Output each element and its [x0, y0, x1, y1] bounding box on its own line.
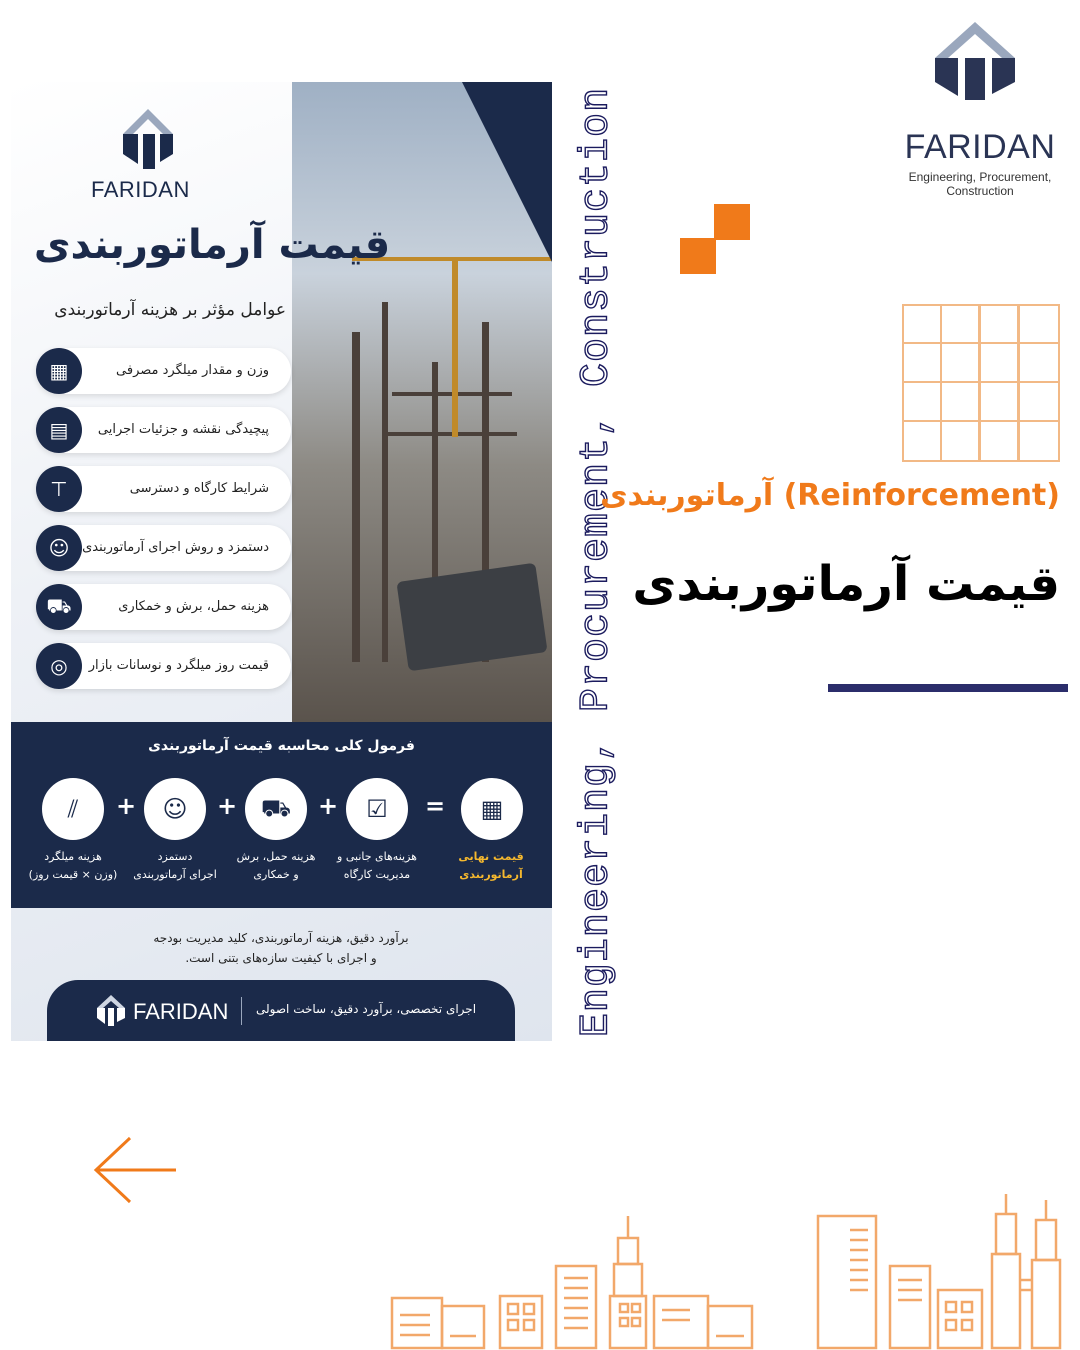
- brand-tagline: Engineering, Procurement, Construction: [908, 170, 1052, 198]
- formula-title: فرمول کلی محاسبه قیمت آرماتوربندی: [148, 738, 415, 754]
- factor-item: [36, 525, 291, 571]
- poster-image: [11, 82, 552, 1041]
- formula-result-label: قیمت نهایی آرماتوربندی: [458, 850, 524, 881]
- grid-icon: ▦: [36, 348, 82, 394]
- brand-name: FARIDAN: [904, 128, 1056, 166]
- arrow-left-icon[interactable]: [92, 1136, 178, 1204]
- factor-item: [36, 466, 291, 512]
- factor-label: هزینه حمل، برش و خمکاری: [118, 599, 269, 614]
- factor-label: دستمزد و روش اجرای آرماتوربندی: [82, 540, 269, 555]
- poster-title: قیمت آرماتوربندی: [33, 222, 391, 268]
- factor-item: [36, 348, 291, 394]
- formula-label: دستمزد اجرای آرماتوربندی: [133, 850, 217, 881]
- decor-square: [680, 238, 716, 274]
- factor-label: وزن و مقدار میلگرد مصرفی: [116, 363, 269, 378]
- poster-brand: FARIDAN: [91, 177, 190, 202]
- faridan-logo-icon: [113, 104, 183, 174]
- worker-icon: ☺: [36, 525, 82, 571]
- heading-subtitle: آرماتوربندی (Reinforcement): [600, 478, 1060, 513]
- formula-label: هزینه میلگرد (وزن × قیمت روز): [28, 850, 118, 881]
- factor-item: [36, 643, 291, 689]
- worker-icon: ☺: [144, 778, 206, 840]
- factor-label: قیمت روز میلگرد و نوسانات بازار: [88, 658, 269, 673]
- footer-brand: FARIDAN: [133, 999, 229, 1024]
- plus-sign: +: [217, 792, 238, 820]
- formula-label: هزینه حمل، برش و خمکاری: [236, 850, 316, 881]
- calculator-icon: ▦: [461, 778, 523, 840]
- truck-icon: ⛟: [36, 584, 82, 630]
- decor-square: [714, 204, 750, 240]
- truck-icon: ⛟: [245, 778, 307, 840]
- faridan-logo-icon: [930, 20, 1020, 100]
- footer-divider: [241, 997, 242, 1025]
- heading-title: قیمت آرماتوربندی: [632, 556, 1060, 612]
- rebar-icon: ⫽: [42, 778, 104, 840]
- city-skyline-icon: [390, 1190, 1065, 1350]
- poster-subtitle: عوامل مؤثر بر هزینه آرماتوربندی: [54, 300, 286, 320]
- factor-label: پیچیدگی نقشه و جزئیات اجرایی: [97, 422, 269, 437]
- vertical-tagline: Engineering, Procurement, Construction: [574, 86, 620, 1038]
- footer-tagline: اجرای تخصصی، برآورد دقیق، ساخت اصولی: [256, 1002, 477, 1016]
- factor-item: [36, 584, 291, 630]
- factor-label: شرایط کارگاه و دسترسی: [129, 481, 269, 496]
- equals-sign: =: [425, 792, 446, 820]
- poster-note: برآورد دقیق، هزینه آرماتوربندی، کلید مدیریت بودجه و اجرای با کیفیت سازه‌های بتنی است.: [153, 931, 409, 965]
- factor-item: [36, 407, 291, 453]
- faridan-logo-icon: [93, 992, 129, 1028]
- heading-underline: [828, 684, 1068, 692]
- crane-icon: ⊤: [36, 466, 82, 512]
- plus-sign: +: [116, 792, 137, 820]
- formula-label: هزینه‌های جانبی و مدیریت کارگاه: [337, 850, 417, 881]
- coins-icon: ◎: [36, 643, 82, 689]
- blueprint-icon: ▤: [36, 407, 82, 453]
- clipboard-icon: ☑: [346, 778, 408, 840]
- plus-sign: +: [318, 792, 339, 820]
- decor-grid: [902, 304, 1060, 462]
